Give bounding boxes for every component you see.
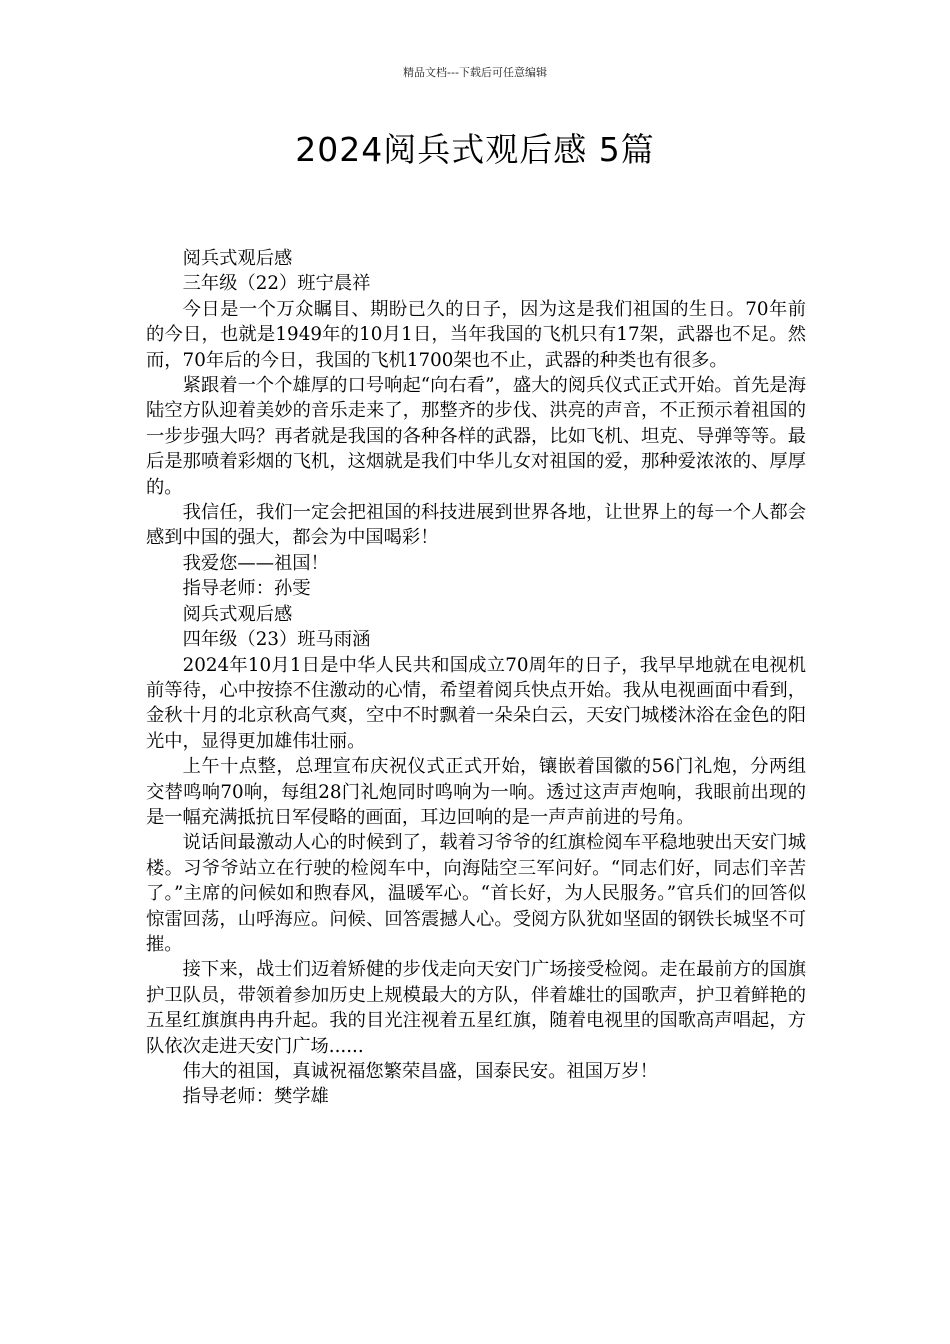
document-title: 2024阅兵式观后感 5篇 (295, 130, 655, 169)
paragraph: 2024年10月1日是中华人民共和国成立70周年的日子，我早早地就在电视机前等待，心中按捺不住激动的心情，希望着阅兵快点开始。我从电视画面中看到，金秋十月的北京秋高气爽，空中不时飘着一朵朵白云，天安门城楼沐浴在金色的阳光中，显得更加雄伟壮丽。 (146, 654, 806, 752)
essay-2-title: 阅兵式观后感 (182, 603, 293, 625)
paragraph: 紧跟着一个个雄厚的口号响起“向右看”，盛大的阅兵仪式正式开始。首先是海陆空方队迎着美妙的音乐走来了，那整齐的步伐、洪亮的声音，不正预示着祖国的一步步强大吗？再者就是我国的各种各样的武器，比如飞机、坦克、导弹等等。最后是那喷着彩烟的飞机，这烟就是我们中华儿女对祖国的爱，那种爱浓浓的、厚厚的。 (146, 375, 806, 498)
document-body (146, 246, 806, 1110)
paragraph: 上午十点整，总理宣布庆祝仪式正式开始，镶嵌着国徽的56门礼炮，分两组交替鸣响70响，每组28门礼炮同时鸣响为一响。透过这声声炮响，我眼前出现的是一幅充满抵抗日军侵略的画面，耳边回响的是一声声前进的号角。 (146, 756, 806, 828)
paragraph: 接下来，战士们迈着矫健的步伐走向天安门广场接受检阅。走在最前方的国旗护卫队员，带领着参加历史上规模最大的方队，伴着雄壮的国歌声，护卫着鲜艳的五星红旗旗冉冉升起。我的目光注视着五星红旗，随着电视里的国歌高声唱起，方队依次走进天安门广场...... (146, 959, 806, 1057)
essay-1-author: 三年级（22）班宁晨祥 (182, 273, 371, 295)
essay-2-author: 四年级（23）班马雨涵 (182, 629, 371, 651)
paragraph: 我信任，我们一定会把祖国的科技进展到世界各地，让世界上的每一个人都会感到中国的强大，都会为中国喝彩！ (146, 502, 806, 549)
paragraph: 今日是一个万众瞩目、期盼已久的日子，因为这是我们祖国的生日。70年前的今日，也就是1949年的10月1日，当年我国的飞机只有17架，武器也不足。然而，70年后的今日，我国的飞机1700架也不止，武器的种类也有很多。 (146, 298, 806, 371)
header-note: 精品文档---下载后可任意编辑 (403, 66, 547, 79)
essay-2-teacher: 指导老师：樊学雄 (182, 1086, 329, 1108)
paragraph: 说话间最激动人心的时候到了，载着习爷爷的红旗检阅车平稳地驶出天安门城楼。习爷爷站立在行驶的检阅车中，向海陆空三军问好。“同志们好，同志们辛苦了。”主席的问候如和煦春风，温暖军心。“首长好，为人民服务。”官兵们的回答似惊雷回荡，山呼海应。问候、回答震撼人心。受阅方队犹如坚固的钢铁长城坚不可摧。 (146, 832, 806, 955)
essay-1-teacher: 指导老师：孙雯 (182, 578, 311, 600)
essay-1-title: 阅兵式观后感 (182, 248, 293, 269)
paragraph: 我爱您——祖国！ (182, 552, 329, 574)
paragraph: 伟大的祖国，真诚祝福您繁荣昌盛，国泰民安。祖国万岁！ (182, 1061, 658, 1082)
